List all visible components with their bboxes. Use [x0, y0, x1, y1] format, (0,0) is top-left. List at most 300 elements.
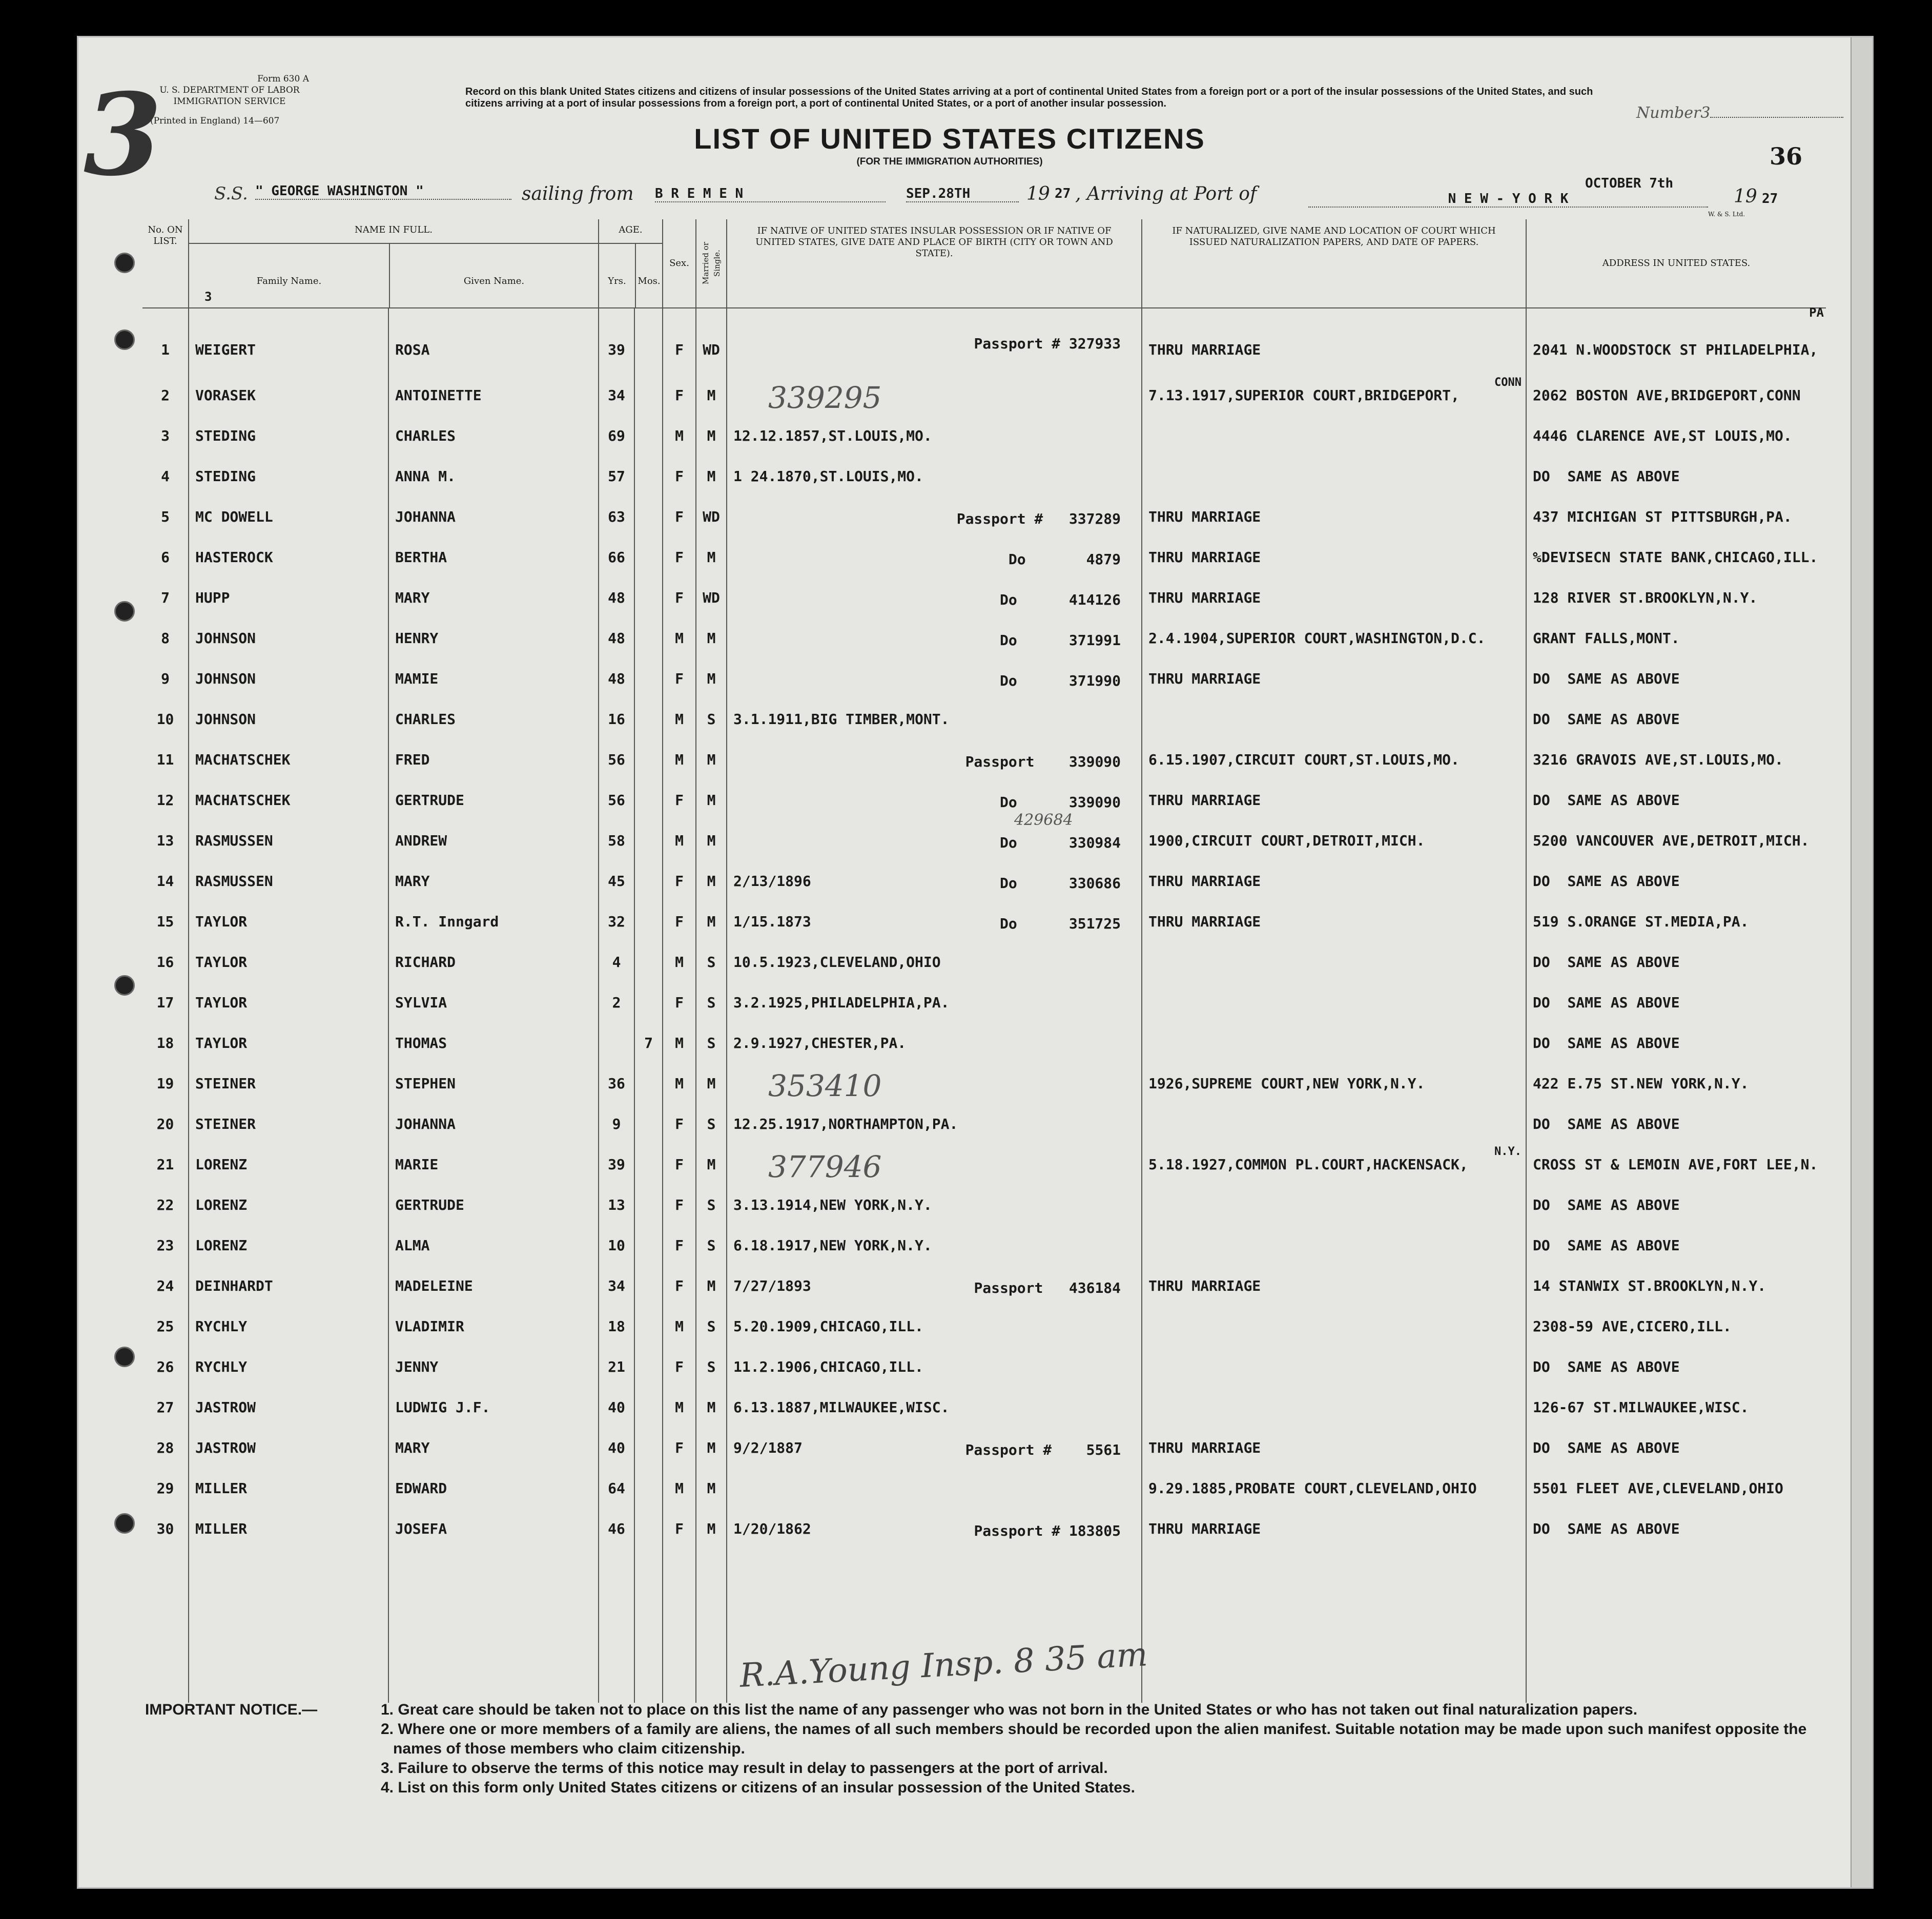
- us-address: [1526, 456, 1826, 497]
- row-number: 10: [156, 711, 174, 728]
- us-address: [1526, 1185, 1826, 1225]
- sex: F: [663, 308, 696, 375]
- naturalization-text: THRU MARRIAGE: [1148, 508, 1261, 525]
- us-address: [1526, 1225, 1826, 1266]
- passport-text: Passport # 337289: [956, 510, 1121, 527]
- table-row: [142, 861, 1826, 901]
- naturalization-info: [1142, 456, 1526, 497]
- us-address: [1526, 861, 1826, 901]
- birth-info: [727, 497, 1142, 537]
- age-months: [634, 780, 663, 820]
- us-address: [1526, 1387, 1826, 1428]
- row-number: 24: [156, 1277, 174, 1294]
- form-info: [150, 73, 309, 127]
- age-years: 39: [599, 308, 634, 375]
- marital-status: S: [696, 1185, 727, 1225]
- us-address: [1526, 618, 1826, 658]
- age-months: [634, 982, 663, 1023]
- naturalization-text: THRU MARRIAGE: [1148, 1439, 1261, 1456]
- row-number: 9: [161, 670, 170, 687]
- naturalization-state-note: N.Y.: [1494, 1145, 1522, 1158]
- table-row: [142, 577, 1826, 618]
- age-years: 69: [599, 416, 634, 456]
- header-age: [599, 219, 663, 308]
- sex: F: [663, 1185, 696, 1225]
- marital-status: M: [696, 537, 727, 577]
- marital-status: S: [696, 1104, 727, 1144]
- us-address: [1526, 1023, 1826, 1063]
- naturalization-info: [1142, 780, 1526, 820]
- passport-text: Do 339090: [1000, 793, 1121, 811]
- table-row: [142, 658, 1826, 699]
- sex: M: [663, 820, 696, 861]
- us-address: [1526, 375, 1826, 416]
- address-text: 2308-59 AVE,CICERO,ILL.: [1533, 1318, 1732, 1335]
- marital-status: M: [696, 658, 727, 699]
- naturalization-text: THRU MARRIAGE: [1148, 549, 1261, 566]
- address-text: DO SAME AS ABOVE: [1533, 994, 1680, 1011]
- age-years: 34: [599, 1266, 634, 1306]
- sail-date: SEP.28TH: [906, 186, 1019, 202]
- birth-text: 3.1.1911,BIG TIMBER,MONT.: [733, 711, 950, 728]
- birth-info: [727, 1347, 1142, 1387]
- address-text: DO SAME AS ABOVE: [1533, 1116, 1680, 1132]
- arriving-label: , Arriving at Port of: [1075, 183, 1257, 204]
- passport-text: Passport # 183805: [974, 1522, 1121, 1539]
- naturalization-info: [1142, 577, 1526, 618]
- ship-prefix: S.S.: [214, 183, 248, 204]
- sex: F: [663, 1144, 696, 1185]
- address-text: 3216 GRAVOIS AVE,ST.LOUIS,MO.: [1533, 751, 1783, 768]
- notice-item-3: 3. Failure to observe the terms of this notice may result in delay to passengers at the port of arrival.: [381, 1760, 1108, 1777]
- marital-status: S: [696, 1306, 727, 1347]
- row-number: 20: [156, 1116, 174, 1132]
- us-address: [1526, 1428, 1826, 1468]
- naturalization-info: [1142, 1104, 1526, 1144]
- family-name: MACHATSCHEK: [189, 739, 388, 780]
- marital-status: M: [696, 1428, 727, 1468]
- marital-status: WD: [696, 308, 727, 375]
- birth-info: [727, 456, 1142, 497]
- birth-info: [727, 1104, 1142, 1144]
- table-row: [142, 1144, 1826, 1185]
- naturalization-info: [1142, 1387, 1526, 1428]
- given-name: ALMA: [388, 1225, 599, 1266]
- inspector-signature: R.A.Young Insp. 8 35 am: [738, 1636, 1149, 1695]
- naturalization-info: [1142, 739, 1526, 780]
- family-name: STEINER: [189, 1063, 388, 1104]
- birth-text: 2/13/1896: [733, 873, 811, 890]
- age-months: [634, 1063, 663, 1104]
- age-months: [634, 861, 663, 901]
- address-text: 4446 CLARENCE AVE,ST LOUIS,MO.: [1533, 427, 1792, 444]
- age-years: 18: [599, 1306, 634, 1347]
- birth-info: [727, 577, 1142, 618]
- sex: F: [663, 456, 696, 497]
- family-name: JOHNSON: [189, 699, 388, 739]
- age-years: 34: [599, 375, 634, 416]
- row-number: 22: [156, 1196, 174, 1213]
- row-number: 15: [156, 913, 174, 930]
- naturalization-info: [1142, 1509, 1526, 1549]
- given-name: ANDREW: [388, 820, 599, 861]
- age-months: [634, 820, 663, 861]
- address-text: 2062 BOSTON AVE,BRIDGEPORT,CONN: [1533, 387, 1801, 404]
- marital-status: S: [696, 1225, 727, 1266]
- table-row: [142, 1225, 1826, 1266]
- naturalization-info: [1142, 1225, 1526, 1266]
- birth-info: [727, 699, 1142, 739]
- family-name: VORASEK: [189, 375, 388, 416]
- birth-info: [727, 308, 1142, 375]
- punch-hole: [114, 1347, 135, 1367]
- header-birth: IF NATIVE OF UNITED STATES INSULAR POSSESSION OR IF NATIVE OF UNITED STATES, GIVE DATE AND PLACE OF BIRTH (CITY OR TOWN AND STATE).: [727, 219, 1142, 308]
- family-name: TAYLOR: [189, 1023, 388, 1063]
- sailing-from-label: sailing from: [522, 183, 634, 204]
- age-years: 57: [599, 456, 634, 497]
- punch-hole: [114, 601, 135, 622]
- age-months: [634, 416, 663, 456]
- marital-status: M: [696, 820, 727, 861]
- given-name: BERTHA: [388, 537, 599, 577]
- us-address: [1526, 942, 1826, 982]
- birth-text: 2.9.1927,CHESTER,PA.: [733, 1035, 907, 1051]
- handwritten-list-number: 3: [84, 68, 162, 201]
- birth-text: 3.13.1914,NEW YORK,N.Y.: [733, 1196, 932, 1213]
- number-value: 3: [1700, 104, 1711, 122]
- passport-text: Do 371991: [1000, 631, 1121, 649]
- address-text: 14 STANWIX ST.BROOKLYN,N.Y.: [1533, 1277, 1766, 1294]
- marital-status: M: [696, 618, 727, 658]
- naturalization-info: [1142, 618, 1526, 658]
- page-subtitle: (FOR THE IMMIGRATION AUTHORITIES): [856, 156, 1043, 167]
- birth-text: 7/27/1893: [733, 1277, 811, 1294]
- birth-text: 6.13.1887,MILWAUKEE,WISC.: [733, 1399, 950, 1416]
- birth-info: [727, 1023, 1142, 1063]
- marital-status: S: [696, 1347, 727, 1387]
- family-name: JOHNSON: [189, 618, 388, 658]
- birth-text: 11.2.1906,CHICAGO,ILL.: [733, 1358, 923, 1375]
- handwritten-passport-note: 377946: [768, 1149, 882, 1184]
- naturalization-info: [1142, 901, 1526, 942]
- empty-cell: [696, 1549, 727, 1703]
- table-row: [142, 1347, 1826, 1387]
- naturalization-text: THRU MARRIAGE: [1148, 341, 1261, 358]
- address-text: 5501 FLEET AVE,CLEVELAND,OHIO: [1533, 1480, 1783, 1497]
- us-address: [1526, 305, 1826, 375]
- row-number: 7: [161, 589, 170, 606]
- given-name: LUDWIG J.F.: [388, 1387, 599, 1428]
- age-months: [634, 308, 663, 375]
- age-years: 10: [599, 1225, 634, 1266]
- table-row: [142, 497, 1826, 537]
- family-name: MACHATSCHEK: [189, 780, 388, 820]
- given-name: MARY: [388, 577, 599, 618]
- header-married: [696, 219, 727, 308]
- us-address: [1526, 1063, 1826, 1104]
- family-name: STEINER: [189, 1104, 388, 1144]
- family-name: MILLER: [189, 1468, 388, 1509]
- given-name: FRED: [388, 739, 599, 780]
- address-text: DO SAME AS ABOVE: [1533, 873, 1680, 890]
- marital-status: M: [696, 1144, 727, 1185]
- age-years: 58: [599, 820, 634, 861]
- row-number: 4: [161, 468, 170, 485]
- address-text: DO SAME AS ABOVE: [1533, 1358, 1680, 1375]
- age-months: [634, 497, 663, 537]
- birth-info: [727, 982, 1142, 1023]
- given-name: JENNY: [388, 1347, 599, 1387]
- family-name: JOHNSON: [189, 658, 388, 699]
- age-months: [634, 942, 663, 982]
- table-row: [142, 416, 1826, 456]
- age-months: [634, 1387, 663, 1428]
- sex: F: [663, 901, 696, 942]
- age-months: [634, 1468, 663, 1509]
- address-text: 422 E.75 ST.NEW YORK,N.Y.: [1533, 1075, 1749, 1092]
- birth-text: 12.12.1857,ST.LOUIS,MO.: [733, 427, 932, 444]
- arrival-year-prefix: 19: [1734, 186, 1757, 207]
- birth-info: [727, 942, 1142, 982]
- family-name: LORENZ: [189, 1144, 388, 1185]
- birth-info: [727, 416, 1142, 456]
- birth-info: [727, 739, 1142, 780]
- table-row: [142, 1063, 1826, 1104]
- given-name: SYLVIA: [388, 982, 599, 1023]
- age-months: [634, 658, 663, 699]
- empty-cell: [1526, 1549, 1826, 1703]
- header-given: Given Name.: [463, 276, 525, 286]
- birth-info: [727, 658, 1142, 699]
- family-name: MILLER: [189, 1509, 388, 1549]
- birth-info: [727, 618, 1142, 658]
- birth-info: [727, 375, 1142, 416]
- naturalization-info: [1142, 658, 1526, 699]
- marital-status: M: [696, 780, 727, 820]
- table-row: [142, 375, 1826, 416]
- naturalization-info: [1142, 537, 1526, 577]
- naturalization-text: THRU MARRIAGE: [1148, 913, 1261, 930]
- given-name: MARY: [388, 861, 599, 901]
- naturalization-info: [1142, 1428, 1526, 1468]
- passport-text: Passport 436184: [974, 1279, 1121, 1296]
- birth-text: 6.18.1917,NEW YORK,N.Y.: [733, 1237, 932, 1254]
- empty-cell: [388, 1549, 599, 1703]
- passenger-table: [142, 219, 1826, 1703]
- address-text: DO SAME AS ABOVE: [1533, 468, 1680, 485]
- header-name-label: NAME IN FULL.: [355, 224, 433, 235]
- address-text: DO SAME AS ABOVE: [1533, 1196, 1680, 1213]
- row-number: 17: [156, 994, 174, 1011]
- age-years: 56: [599, 780, 634, 820]
- age-months: [634, 1306, 663, 1347]
- table-row: [142, 1306, 1826, 1347]
- table-header: [142, 219, 1826, 308]
- us-address: [1526, 699, 1826, 739]
- family-name: JASTROW: [189, 1387, 388, 1428]
- sex: F: [663, 497, 696, 537]
- punch-hole: [114, 329, 135, 350]
- age-months: [634, 1185, 663, 1225]
- sex: M: [663, 1063, 696, 1104]
- age-months: [634, 618, 663, 658]
- passport-text: Passport 339090: [965, 753, 1121, 770]
- marital-status: WD: [696, 497, 727, 537]
- address-text: DO SAME AS ABOVE: [1533, 1237, 1680, 1254]
- age-years: 63: [599, 497, 634, 537]
- address-text: CROSS ST & LEMOIN AVE,FORT LEE,N.: [1533, 1156, 1818, 1173]
- family-name: JASTROW: [189, 1428, 388, 1468]
- family-name: RASMUSSEN: [189, 861, 388, 901]
- naturalization-info: [1142, 1347, 1526, 1387]
- sex: F: [663, 375, 696, 416]
- given-name: EDWARD: [388, 1468, 599, 1509]
- sex: F: [663, 1509, 696, 1549]
- sex: F: [663, 1266, 696, 1306]
- row-number: 29: [156, 1480, 174, 1497]
- binding-edge: [1851, 37, 1872, 1887]
- us-address: [1526, 416, 1826, 456]
- birth-info: [727, 1144, 1142, 1185]
- age-months: [634, 1104, 663, 1144]
- birth-info: [727, 1428, 1142, 1468]
- row-number: 3: [161, 427, 170, 444]
- age-months: [634, 1266, 663, 1306]
- header-yrs: Yrs.: [608, 276, 626, 286]
- naturalization-info: [1142, 699, 1526, 739]
- family-name: RYCHLY: [189, 1347, 388, 1387]
- age-years: 13: [599, 1185, 634, 1225]
- given-name: MAMIE: [388, 658, 599, 699]
- table-row: [142, 308, 1826, 375]
- passport-text: Passport # 5561: [965, 1441, 1121, 1458]
- naturalization-text: 1926,SUPREME COURT,NEW YORK,N.Y.: [1148, 1075, 1425, 1092]
- address-text: 2041 N.WOODSTOCK ST PHILADELPHIA,: [1533, 341, 1818, 358]
- sex: M: [663, 618, 696, 658]
- marital-status: S: [696, 982, 727, 1023]
- marital-status: M: [696, 861, 727, 901]
- age-years: 48: [599, 577, 634, 618]
- punch-hole: [114, 253, 135, 273]
- age-months: [634, 577, 663, 618]
- us-address: [1526, 577, 1826, 618]
- age-years: 2: [599, 982, 634, 1023]
- notice-item-1: 1. Great care should be taken not to place on this list the name of any passenger who was not born in the United States or who has not taken out final naturalization papers.: [381, 1701, 1638, 1718]
- sex: M: [663, 739, 696, 780]
- given-name: JOSEFA: [388, 1509, 599, 1549]
- given-name: THOMAS: [388, 1023, 599, 1063]
- birth-info: [727, 1063, 1142, 1104]
- birth-info: [727, 1185, 1142, 1225]
- birth-text: 12.25.1917,NORTHAMPTON,PA.: [733, 1116, 958, 1132]
- address-text: DO SAME AS ABOVE: [1533, 1439, 1680, 1456]
- given-name: CHARLES: [388, 416, 599, 456]
- table-row: [142, 739, 1826, 780]
- naturalization-info: [1142, 1306, 1526, 1347]
- row-number: 14: [156, 873, 174, 890]
- family-name: MC DOWELL: [189, 497, 388, 537]
- age-months: [634, 739, 663, 780]
- sex: M: [663, 942, 696, 982]
- naturalization-info: [1142, 861, 1526, 901]
- age-years: 48: [599, 658, 634, 699]
- passport-text: Do 4879: [1008, 550, 1121, 568]
- birth-text: 3.2.1925,PHILADELPHIA,PA.: [733, 994, 950, 1011]
- marital-status: M: [696, 739, 727, 780]
- notice-item-4: 4. List on this form only United States citizens or citizens of an insular possession of the United States.: [381, 1779, 1135, 1796]
- address-text: 5200 VANCOUVER AVE,DETROIT,MICH.: [1533, 832, 1810, 849]
- age-months: [634, 1144, 663, 1185]
- sex: F: [663, 861, 696, 901]
- given-name: JOHANNA: [388, 1104, 599, 1144]
- birth-text: 1/15.1873: [733, 913, 811, 930]
- marital-status: M: [696, 1266, 727, 1306]
- us-address: [1526, 1306, 1826, 1347]
- row-number: 12: [156, 792, 174, 809]
- sex: F: [663, 577, 696, 618]
- family-name: HASTEROCK: [189, 537, 388, 577]
- address-text: DO SAME AS ABOVE: [1533, 1035, 1680, 1051]
- naturalization-info: [1142, 1468, 1526, 1509]
- sex: M: [663, 416, 696, 456]
- printer-mark: W. & S. Ltd.: [1708, 211, 1745, 218]
- age-years: 66: [599, 537, 634, 577]
- naturalization-info: [1142, 308, 1526, 375]
- address-text: DO SAME AS ABOVE: [1533, 954, 1680, 971]
- row-number: 5: [161, 508, 170, 525]
- age-months: [634, 1347, 663, 1387]
- empty-cell: [663, 1549, 696, 1703]
- header-no: No. ON LIST.: [142, 219, 189, 308]
- birth-text: 1 24.1870,ST.LOUIS,MO.: [733, 468, 923, 485]
- given-name: MARY: [388, 1428, 599, 1468]
- address-text: DO SAME AS ABOVE: [1533, 1520, 1680, 1537]
- age-months: [634, 456, 663, 497]
- age-years: 48: [599, 618, 634, 658]
- age-months: [634, 1225, 663, 1266]
- row-number: 28: [156, 1439, 174, 1456]
- sex: F: [663, 1347, 696, 1387]
- table-row: [142, 942, 1826, 982]
- ship-name: " GEORGE WASHINGTON ": [255, 183, 511, 200]
- address-text: DO SAME AS ABOVE: [1533, 711, 1680, 728]
- sex: M: [663, 1306, 696, 1347]
- passport-text: Passport # 327933: [974, 335, 1121, 352]
- family-name: HUPP: [189, 577, 388, 618]
- given-name: ROSA: [388, 308, 599, 375]
- us-address: [1526, 1144, 1826, 1185]
- us-address: [1526, 497, 1826, 537]
- naturalization-text: 2.4.1904,SUPERIOR COURT,WASHINGTON,D.C.: [1148, 630, 1486, 647]
- naturalization-info: [1142, 1185, 1526, 1225]
- row-number: 30: [156, 1520, 174, 1537]
- header-sex-label: Sex.: [669, 258, 689, 269]
- empty-cell: [1142, 1549, 1526, 1703]
- age-years: 40: [599, 1428, 634, 1468]
- address-text: 437 MICHIGAN ST PITTSBURGH,PA.: [1533, 508, 1792, 525]
- birth-text: 5.20.1909,CHICAGO,ILL.: [733, 1318, 923, 1335]
- naturalization-info: [1142, 982, 1526, 1023]
- age-years: 36: [599, 1063, 634, 1104]
- notice-item-2: 2. Where one or more members of a family are aliens, the names of all such members should be recorded upon the alien manifest. Suitable notation may be made upon such manifest opposite the names of those members who claim citizenship.: [381, 1721, 1807, 1757]
- sex: F: [663, 1428, 696, 1468]
- row-number: 25: [156, 1318, 174, 1335]
- given-name: ANNA M.: [388, 456, 599, 497]
- address-text: GRANT FALLS,MONT.: [1533, 630, 1680, 647]
- marital-status: M: [696, 456, 727, 497]
- row-number: 26: [156, 1358, 174, 1375]
- age-years: 21: [599, 1347, 634, 1387]
